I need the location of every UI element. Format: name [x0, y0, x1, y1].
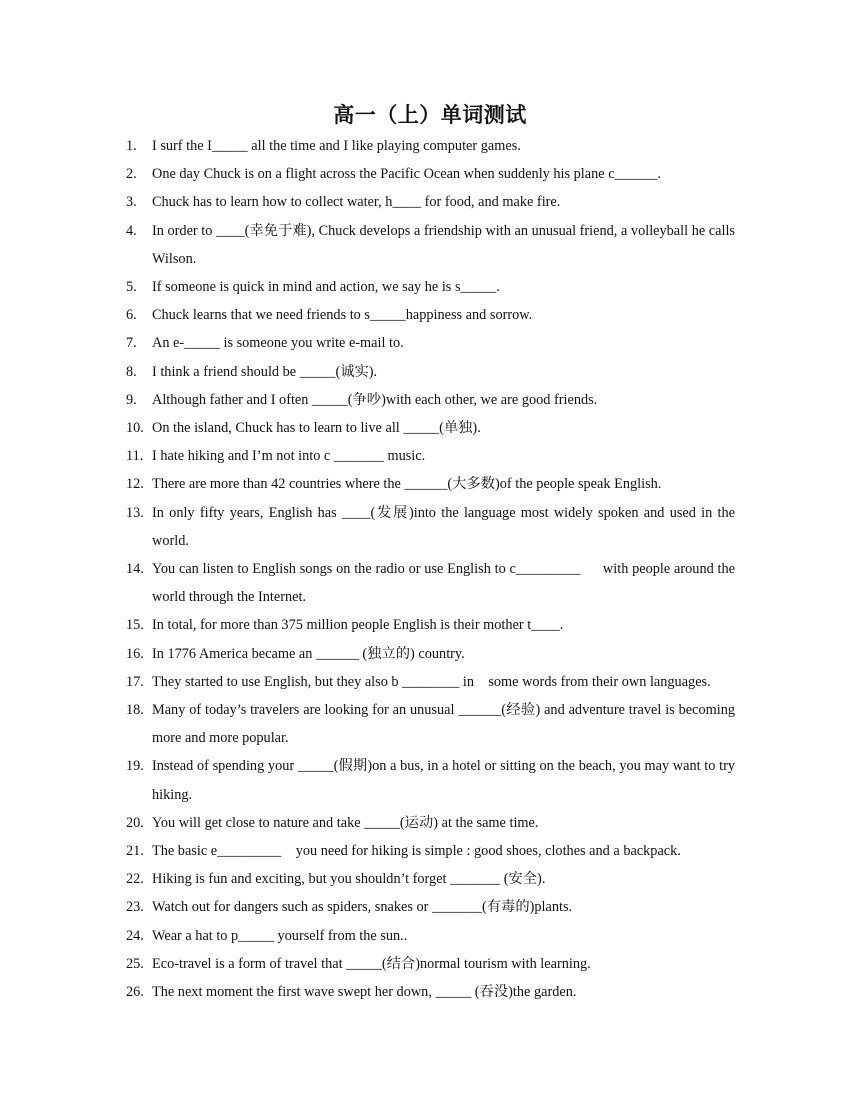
question-number: 26.: [126, 984, 144, 1001]
question-number: 15.: [126, 617, 144, 634]
question-text: The next moment the first wave swept her down, _____ (吞没)the garden.: [152, 984, 577, 1001]
question-item: [0, 555, 739, 611]
question-item: [0, 188, 735, 216]
page-title: 高一（上）单词测试: [333, 103, 527, 127]
question-text: If someone is quick in mind and action, we say he is s_____.: [152, 279, 500, 296]
question-item: [0, 640, 735, 668]
question-number: 14.: [126, 561, 144, 578]
question-item: [0, 865, 735, 893]
question-item: [0, 893, 735, 921]
question-number: 1.: [126, 138, 137, 154]
question-item: [0, 217, 739, 273]
question-item: [0, 442, 735, 470]
question-item: [0, 978, 735, 1006]
question-number: 22.: [126, 871, 144, 888]
question-text: One day Chuck is on a flight across the Pacific Ocean when suddenly his plane c______.: [152, 166, 661, 183]
question-item: [0, 386, 735, 414]
question-text: In 1776 America became an ______ (独立的) country.: [152, 645, 465, 662]
question-number: 12.: [126, 476, 144, 493]
question-number: 20.: [126, 814, 144, 831]
question-item: [0, 611, 735, 639]
question-number: 2.: [126, 166, 137, 183]
question-number: 9.: [126, 391, 137, 408]
question-number: 13.: [126, 504, 144, 521]
question-text: Hiking is fun and exciting, but you shouldn’t forget _______ (安全).: [152, 871, 546, 888]
question-number: 25.: [126, 955, 144, 972]
question-text: You will get close to nature and take _____(运动) at the same time.: [152, 814, 539, 831]
question-number: 16.: [126, 645, 144, 662]
question-item: [0, 358, 735, 386]
question-item: [0, 414, 735, 442]
question-item: [0, 301, 735, 329]
question-number: 7.: [126, 335, 137, 352]
question-list: [0, 132, 860, 1006]
question-item: [0, 499, 739, 555]
question-number: 24.: [126, 927, 144, 944]
question-text: Instead of spending your _____(假期)on a bus, in a hotel or sitting on the beach, you may want to try hiking.: [152, 758, 739, 803]
question-item: [0, 160, 735, 188]
question-text: Many of today’s travelers are looking for an unusual ______(经验) and adventure travel is becoming more and more popular.: [152, 702, 739, 747]
question-number: 23.: [126, 899, 144, 916]
question-item: [0, 696, 739, 752]
question-item: [0, 922, 735, 950]
question-text: There are more than 42 countries where the ______(大多数)of the people speak English.: [152, 476, 662, 493]
question-number: 6.: [126, 307, 137, 324]
question-text: Eco-travel is a form of travel that _____(结合)normal tourism with learning.: [152, 955, 591, 972]
question-item: [0, 470, 735, 498]
question-text: In order to ____(幸免于难), Chuck develops a friendship with an unusual friend, a volleyball he calls Wilson.: [152, 222, 739, 267]
question-number: 5.: [126, 279, 137, 296]
question-number: 8.: [126, 363, 137, 380]
question-item: [0, 837, 735, 865]
question-number: 4.: [126, 222, 137, 239]
question-number: 19.: [126, 758, 144, 775]
question-text: On the island, Chuck has to learn to live all _____(单独).: [152, 420, 481, 437]
question-text: An e-_____ is someone you write e-mail to.: [152, 335, 404, 352]
question-number: 17.: [126, 673, 144, 690]
question-item: [0, 752, 739, 808]
question-item: [0, 668, 735, 696]
question-text: Chuck has to learn how to collect water, h____ for food, and make fire.: [152, 194, 561, 211]
question-number: 18.: [126, 702, 144, 719]
question-text: They started to use English, but they also b ________ in some words from their own languages.: [152, 673, 711, 690]
question-number: 10.: [126, 420, 144, 437]
question-text: You can listen to English songs on the radio or use English to c_________ with people around the world through the Internet.: [152, 561, 739, 606]
question-text: I think a friend should be _____(诚实).: [152, 363, 378, 380]
question-item: [0, 329, 735, 357]
question-number: 21.: [126, 843, 144, 860]
question-item: [0, 950, 735, 978]
question-number: 3.: [126, 194, 137, 211]
question-text: I hate hiking and I’m not into c _______ music.: [152, 448, 426, 465]
question-text: The basic e_________ you need for hiking is simple : good shoes, clothes and a backpack.: [152, 843, 681, 860]
question-item: [0, 132, 735, 160]
question-text: Chuck learns that we need friends to s_____happiness and sorrow.: [152, 307, 533, 324]
question-text: In total, for more than 375 million people English is their mother t____.: [152, 617, 564, 634]
question-text: Although father and I often _____(争吵)with each other, we are good friends.: [152, 391, 598, 408]
question-item: [0, 809, 735, 837]
question-text: I surf the I_____ all the time and I like playing computer games.: [152, 138, 521, 154]
question-text: Watch out for dangers such as spiders, snakes or _______(有毒的)plants.: [152, 899, 573, 916]
question-number: 11.: [126, 448, 144, 465]
question-text: In only fifty years, English has ____(发展)into the language most widely spoken and used in the world.: [152, 504, 739, 549]
question-item: [0, 273, 735, 301]
question-text: Wear a hat to p_____ yourself from the sun..: [152, 927, 408, 944]
